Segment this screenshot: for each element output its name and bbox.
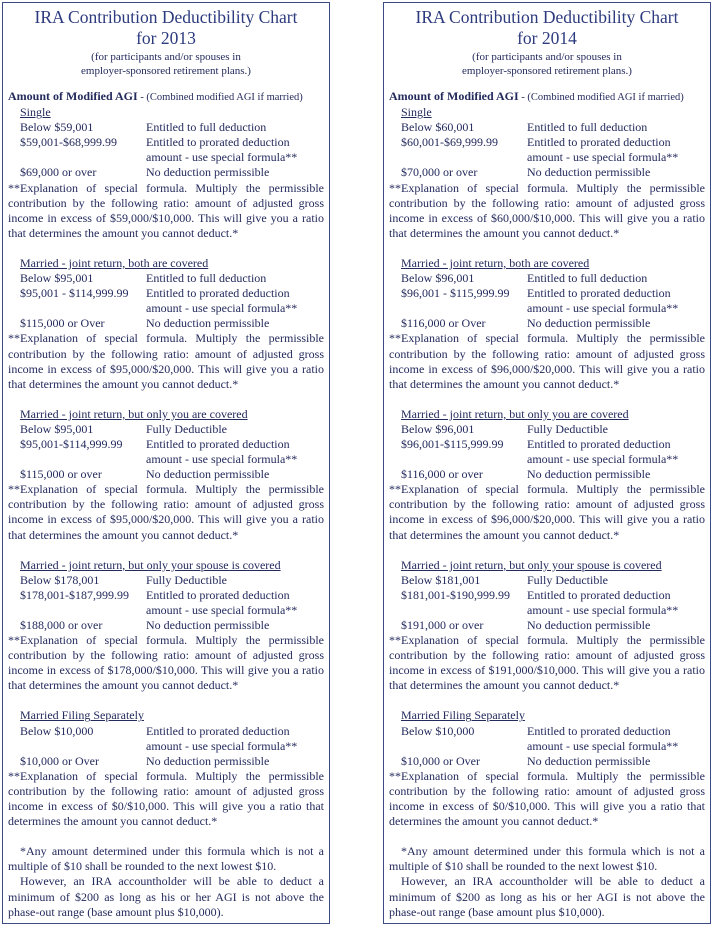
chart-panel-2014 bbox=[383, 2, 711, 924]
section-title: Married - joint return, but only your spouse is covered bbox=[401, 557, 662, 572]
agi-range: $95,001 - $114,999.99 bbox=[20, 286, 129, 301]
deduction-status: Fully Deductible bbox=[527, 572, 608, 587]
table-row bbox=[389, 120, 705, 135]
rounding-note: *Any amount determined under this formula which is not a multiple of $10 shall be rounded to the next lowest $10. bbox=[389, 844, 705, 874]
section-married-joint-both bbox=[389, 256, 705, 392]
table-row bbox=[389, 135, 705, 165]
agi-range: Below $60,001 bbox=[401, 120, 475, 135]
formula-explanation: **Explanation of special formula. Multiply the permissible contribution by the following ratio: amount of adjusted gross income in excess of $96,000/$20,000. This will give you a ratio that determines the amount you cannot deduct.* bbox=[389, 482, 705, 542]
formula-explanation: **Explanation of special formula. Multiply the permissible contribution by the following ratio: amount of adjusted gross income in excess of $59,000/$10,000. This will give you a ratio that determines the amount you cannot deduct.* bbox=[8, 180, 324, 240]
deduction-status: No deduction permissible bbox=[146, 618, 270, 632]
agi-range: Below $181,001 bbox=[401, 572, 481, 587]
deduction-status: Entitled to prorated deduction amount - use special formula** bbox=[146, 587, 298, 617]
agi-range: $70,000 or over bbox=[401, 165, 478, 180]
agi-range: Below $96,001 bbox=[401, 421, 475, 436]
agi-range: $69,000 or over bbox=[20, 165, 97, 180]
table-row bbox=[389, 316, 705, 331]
deduction-status: Fully Deductible bbox=[146, 572, 227, 587]
section-single bbox=[389, 105, 705, 241]
deduction-status: Fully Deductible bbox=[146, 421, 227, 436]
chart-title-year: for 2013 bbox=[136, 28, 196, 48]
table-row bbox=[8, 437, 324, 467]
section-married-separately bbox=[389, 708, 705, 829]
table-row bbox=[8, 573, 324, 588]
chart-title bbox=[389, 7, 705, 49]
section-married-joint-spouse bbox=[8, 558, 324, 694]
chart-title-line1: IRA Contribution Deductibility Chart bbox=[415, 7, 679, 27]
deduction-status: No deduction permissible bbox=[527, 467, 651, 482]
table-row bbox=[8, 618, 324, 633]
section-single bbox=[8, 105, 324, 241]
chart-title-line1: IRA Contribution Deductibility Chart bbox=[34, 7, 298, 27]
section-title: Married - joint return, both are covered bbox=[20, 255, 209, 270]
subtitle-line2: employer-sponsored retirement plans.) bbox=[462, 64, 632, 77]
section-title: Single bbox=[401, 105, 432, 120]
chart-panel-2013 bbox=[2, 2, 330, 924]
deduction-status: Entitled to full deduction bbox=[527, 271, 648, 286]
subtitle-line1: (for participants and/or spouses in bbox=[91, 51, 241, 63]
deduction-status: No deduction permissible bbox=[527, 753, 651, 768]
section-title: Single bbox=[20, 105, 51, 120]
chart-title-year: for 2014 bbox=[517, 28, 577, 48]
section-title: Married Filing Separately bbox=[20, 708, 144, 723]
agi-range: $116,000 or Over bbox=[401, 316, 486, 331]
deduction-status: No deduction permissible bbox=[146, 165, 270, 180]
footer-notes bbox=[8, 844, 324, 919]
amount-label: Amount of Modified AGI bbox=[8, 89, 138, 103]
deduction-status: Entitled to prorated deduction amount - use special formula** bbox=[146, 436, 298, 467]
deduction-status: Entitled to prorated deduction amount - use special formula** bbox=[527, 723, 679, 753]
amount-heading bbox=[389, 89, 705, 105]
section-title: Married Filing Separately bbox=[401, 708, 525, 723]
section-married-joint-spouse bbox=[389, 558, 705, 694]
table-row bbox=[8, 286, 324, 316]
table-row bbox=[389, 754, 705, 769]
section-title: Married - joint return, but only your spouse is covered bbox=[20, 557, 281, 572]
table-row bbox=[389, 271, 705, 286]
amount-label: Amount of Modified AGI bbox=[389, 89, 519, 103]
table-row bbox=[389, 588, 705, 618]
agi-range: $10,000 or Over bbox=[401, 753, 480, 768]
subtitle-line1: (for participants and/or spouses in bbox=[472, 51, 622, 63]
agi-range: $116,000 or over bbox=[401, 467, 483, 482]
amount-heading bbox=[8, 89, 324, 105]
agi-range: $115,000 or over bbox=[20, 467, 102, 482]
table-row bbox=[8, 754, 324, 769]
agi-range: $10,000 or Over bbox=[20, 753, 99, 768]
table-row bbox=[8, 271, 324, 286]
table-row bbox=[8, 120, 324, 135]
agi-range: Below $95,001 bbox=[20, 271, 94, 286]
formula-explanation: **Explanation of special formula. Multiply the permissible contribution by the following ratio: amount of adjusted gross income in excess of $191,000/$10,000. This will give you a ratio that determines the amount you cannot deduct.* bbox=[389, 633, 705, 693]
table-row bbox=[8, 588, 324, 618]
table-row bbox=[8, 422, 324, 437]
section-married-joint-you bbox=[389, 407, 705, 543]
table-row bbox=[389, 437, 705, 467]
agi-range: Below $59,001 bbox=[20, 120, 94, 135]
table-row bbox=[8, 467, 324, 482]
deduction-status: Fully Deductible bbox=[527, 421, 608, 436]
agi-range: $96,001 - $115,999.99 bbox=[401, 286, 510, 301]
agi-range: $95,001-$114,999.99 bbox=[20, 436, 123, 451]
table-row bbox=[389, 286, 705, 316]
table-row bbox=[389, 573, 705, 588]
table-row bbox=[389, 422, 705, 437]
deduction-status: Entitled to full deduction bbox=[146, 120, 267, 135]
amount-note: - (Combined modified AGI if married) bbox=[137, 92, 303, 103]
table-row bbox=[389, 467, 705, 482]
table-row bbox=[389, 165, 705, 180]
deduction-status: Entitled to prorated deduction amount - use special formula** bbox=[146, 286, 298, 316]
agi-range: $191,000 or over bbox=[401, 618, 484, 632]
deduction-status: Entitled to prorated deduction amount - use special formula** bbox=[146, 135, 298, 165]
agi-range: $60,001-$69,999.99 bbox=[401, 135, 498, 150]
minimum-deduction-note: However, an IRA accountholder will be able to deduct a minimum of $200 as long as his or her AGI is not above the phase-out range (base amount plus $10,000). bbox=[8, 874, 324, 919]
formula-explanation: **Explanation of special formula. Multiply the permissible contribution by the following ratio: amount of adjusted gross income in excess of $95,000/$20,000. This will give you a ratio that determines the amount you cannot deduct.* bbox=[8, 331, 324, 391]
deduction-status: Entitled to prorated deduction amount - use special formula** bbox=[527, 587, 679, 617]
table-row bbox=[8, 724, 324, 754]
agi-range: $178,001-$187,999.99 bbox=[20, 587, 129, 602]
table-row bbox=[389, 724, 705, 754]
formula-explanation: **Explanation of special formula. Multiply the permissible contribution by the following ratio: amount of adjusted gross income in excess of $0/$10,000. This will give you a ratio that determines the amount you cannot deduct.* bbox=[8, 768, 324, 829]
agi-range: $188,000 or over bbox=[20, 618, 103, 632]
chart-title bbox=[8, 7, 324, 49]
section-title: Married - joint return, but only you are covered bbox=[20, 406, 248, 421]
deduction-status: No deduction permissible bbox=[146, 316, 270, 331]
formula-explanation: **Explanation of special formula. Multiply the permissible contribution by the following ratio: amount of adjusted gross income in excess of $178,000/$10,000. This will give you a ratio that determines the amount you cannot deduct.* bbox=[8, 633, 324, 693]
deduction-status: Entitled to full deduction bbox=[527, 120, 648, 135]
deduction-status: No deduction permissible bbox=[527, 618, 651, 632]
section-married-separately bbox=[8, 708, 324, 829]
deduction-status: Entitled to prorated deduction amount - use special formula** bbox=[146, 723, 298, 753]
deduction-status: Entitled to full deduction bbox=[146, 271, 267, 286]
agi-range: Below $10,000 bbox=[401, 723, 475, 738]
deduction-status: No deduction permissible bbox=[146, 467, 270, 482]
chart-subtitle bbox=[8, 51, 324, 78]
agi-range: Below $96,001 bbox=[401, 271, 475, 286]
section-married-joint-both bbox=[8, 256, 324, 392]
chart-subtitle bbox=[389, 51, 705, 78]
agi-range: Below $95,001 bbox=[20, 421, 94, 436]
table-row bbox=[389, 618, 705, 633]
formula-explanation: **Explanation of special formula. Multiply the permissible contribution by the following ratio: amount of adjusted gross income in excess of $95,000/$20,000. This will give you a ratio that determines the amount you cannot deduct.* bbox=[8, 482, 324, 542]
table-row bbox=[8, 316, 324, 331]
section-married-joint-you bbox=[8, 407, 324, 543]
deduction-status: Entitled to prorated deduction amount - use special formula** bbox=[527, 436, 679, 467]
agi-range: Below $10,000 bbox=[20, 723, 94, 738]
deduction-status: No deduction permissible bbox=[146, 753, 270, 768]
agi-range: Below $178,001 bbox=[20, 572, 100, 587]
section-title: Married - joint return, both are covered bbox=[401, 255, 590, 270]
agi-range: $181,001-$190,999.99 bbox=[401, 587, 510, 602]
rounding-note: *Any amount determined under this formula which is not a multiple of $10 shall be rounded to the next lowest $10. bbox=[8, 844, 324, 874]
table-row bbox=[8, 165, 324, 180]
agi-range: $59,001-$68,999.99 bbox=[20, 135, 117, 150]
deduction-status: Entitled to prorated deduction amount - use special formula** bbox=[527, 135, 679, 165]
section-title: Married - joint return, but only you are covered bbox=[401, 406, 629, 421]
table-row bbox=[8, 135, 324, 165]
formula-explanation: **Explanation of special formula. Multiply the permissible contribution by the following ratio: amount of adjusted gross income in excess of $60,000/$10,000. This will give you a ratio that determines the amount you cannot deduct.* bbox=[389, 180, 705, 240]
agi-range: $96,001-$115,999.99 bbox=[401, 436, 504, 451]
minimum-deduction-note: However, an IRA accountholder will be able to deduct a minimum of $200 as long as his or her AGI is not above the phase-out range (base amount plus $10,000). bbox=[389, 874, 705, 919]
formula-explanation: **Explanation of special formula. Multiply the permissible contribution by the following ratio: amount of adjusted gross income in excess of $96,000/$20,000. This will give you a ratio that determines the amount you cannot deduct.* bbox=[389, 331, 705, 391]
agi-range: $115,000 or Over bbox=[20, 316, 105, 331]
footer-notes bbox=[389, 844, 705, 919]
amount-note: - (Combined modified AGI if married) bbox=[518, 92, 684, 103]
deduction-status: No deduction permissible bbox=[527, 316, 651, 331]
subtitle-line2: employer-sponsored retirement plans.) bbox=[81, 64, 251, 77]
deduction-status: No deduction permissible bbox=[527, 165, 651, 180]
formula-explanation: **Explanation of special formula. Multiply the permissible contribution by the following ratio: amount of adjusted gross income in excess of $0/$10,000. This will give you a ratio that determines the amount you cannot deduct.* bbox=[389, 768, 705, 829]
deduction-status: Entitled to prorated deduction amount - use special formula** bbox=[527, 286, 679, 316]
